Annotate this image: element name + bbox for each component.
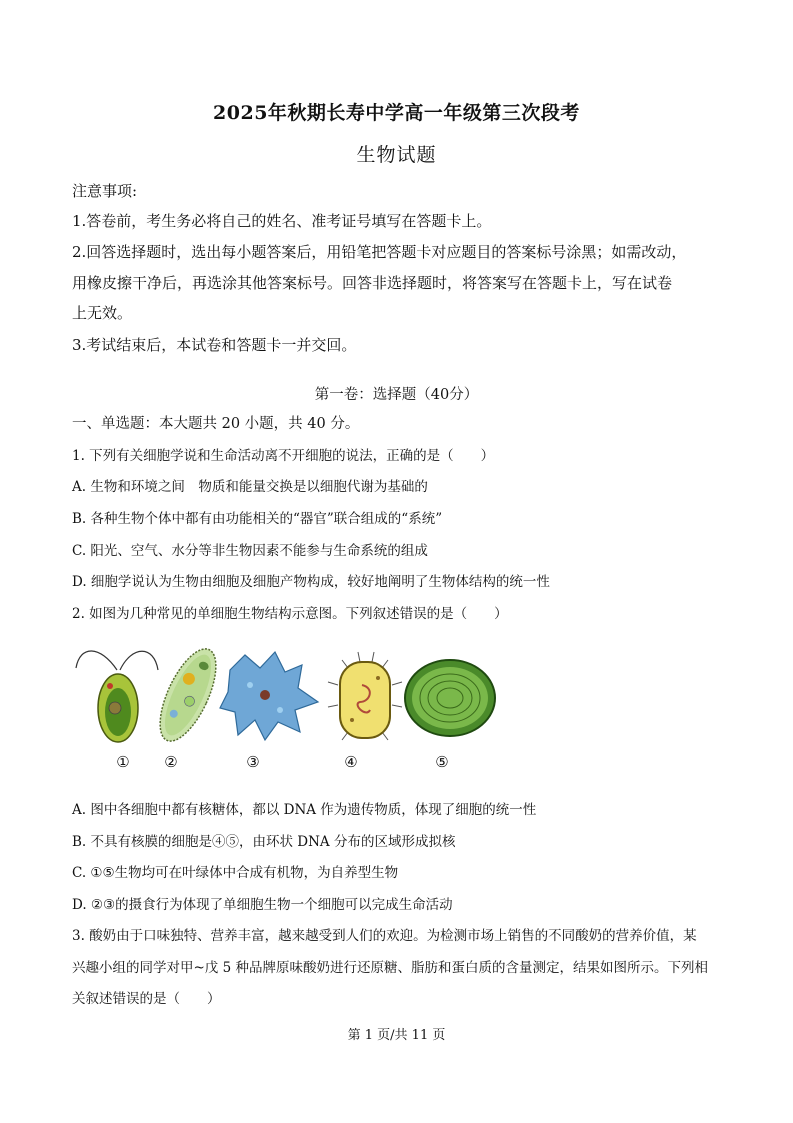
amoeba-illustration [220, 652, 318, 740]
figure-label-1: ① [116, 753, 130, 771]
page-title: 2025年秋期长寿中学高一年级第三次段考 [213, 102, 580, 124]
notice-heading: 注意事项: [72, 182, 138, 200]
figure-label-2: ② [164, 753, 178, 771]
q1-option-b: B. 各种生物个体中都有由功能相关的“器官”联合组成的“系统” [72, 511, 443, 527]
figure-label-3: ③ [246, 753, 260, 771]
q3-stem-line-3: 关叙述错误的是（ ） [72, 991, 221, 1007]
notice-item-3: 3.考试结束后，本试卷和答题卡一并交回。 [72, 336, 357, 354]
q2-option-b: B. 不具有核膜的细胞是④⑤，由环状 DNA 分布的区域形成拟核 [72, 834, 456, 850]
q3-stem-line-2: 兴趣小组的同学对甲~戊 5 种品牌原味酸奶进行还原糖、脂肪和蛋白质的含量测定，结果如图所示。下列相 [72, 960, 708, 976]
q1-option-a: A. 生物和环境之间 物质和能量交换是以细胞代谢为基础的 [72, 479, 428, 495]
q1-option-c: C. 阳光、空气、水分等非生物因素不能参与生命系统的组成 [72, 543, 428, 559]
notice-item-2-line-2: 用橡皮擦干净后，再选涂其他答案标号。回答非选择题时，将答案写在答题卡上，写在试卷 [72, 274, 673, 292]
cyanobacterium-illustration [405, 660, 495, 736]
q2-option-c: C. ①⑤生物均可在叶绿体中合成有机物，为自养型生物 [72, 865, 399, 881]
q2-option-a: A. 图中各细胞中都有核糖体，都以 DNA 作为遗传物质，体现了细胞的统一性 [72, 802, 537, 818]
notice-item-1: 1.答卷前，考生务必将自己的姓名、准考证号填写在答题卡上。 [72, 212, 492, 230]
q3-stem-line-1: 3. 酸奶由于口味独特、营养丰富，越来越受到人们的欢迎。为检测市场上销售的不同酸奶的营养价值，某 [72, 928, 697, 944]
figure-label-5: ⑤ [435, 753, 449, 771]
q1-option-d: D. 细胞学说认为生物由细胞及细胞产物构成，较好地阐明了生物体结构的统一性 [72, 574, 550, 590]
chlamydomonas-illustration [76, 651, 158, 742]
figure-label-4: ④ [344, 753, 358, 771]
paramecium-illustration [149, 641, 228, 749]
q2-option-d: D. ②③的摄食行为体现了单细胞生物一个细胞可以完成生命活动 [72, 897, 453, 913]
notice-item-2-line-1: 2.回答选择题时，选出每小题答案后，用铅笔把答题卡对应题目的答案标号涂黑；如需改动， [72, 243, 687, 261]
section-title: 第一卷：选择题（40分） [314, 387, 479, 403]
page-subtitle: 生物试题 [356, 144, 437, 166]
notice-item-2-line-3: 上无效。 [72, 304, 133, 322]
section-intro: 一、单选题：本大题共 20 小题，共 40 分。 [72, 416, 360, 432]
q2-stem: 2. 如图为几种常见的单细胞生物结构示意图。下列叙述错误的是（ ） [72, 606, 508, 622]
q1-stem: 1. 下列有关细胞学说和生命活动离不开细胞的说法，正确的是（ ） [72, 448, 495, 464]
organisms-figure [70, 640, 510, 750]
bacterium-illustration [328, 652, 402, 740]
page-footer: 第 1 页/共 11 页 [347, 1028, 446, 1043]
